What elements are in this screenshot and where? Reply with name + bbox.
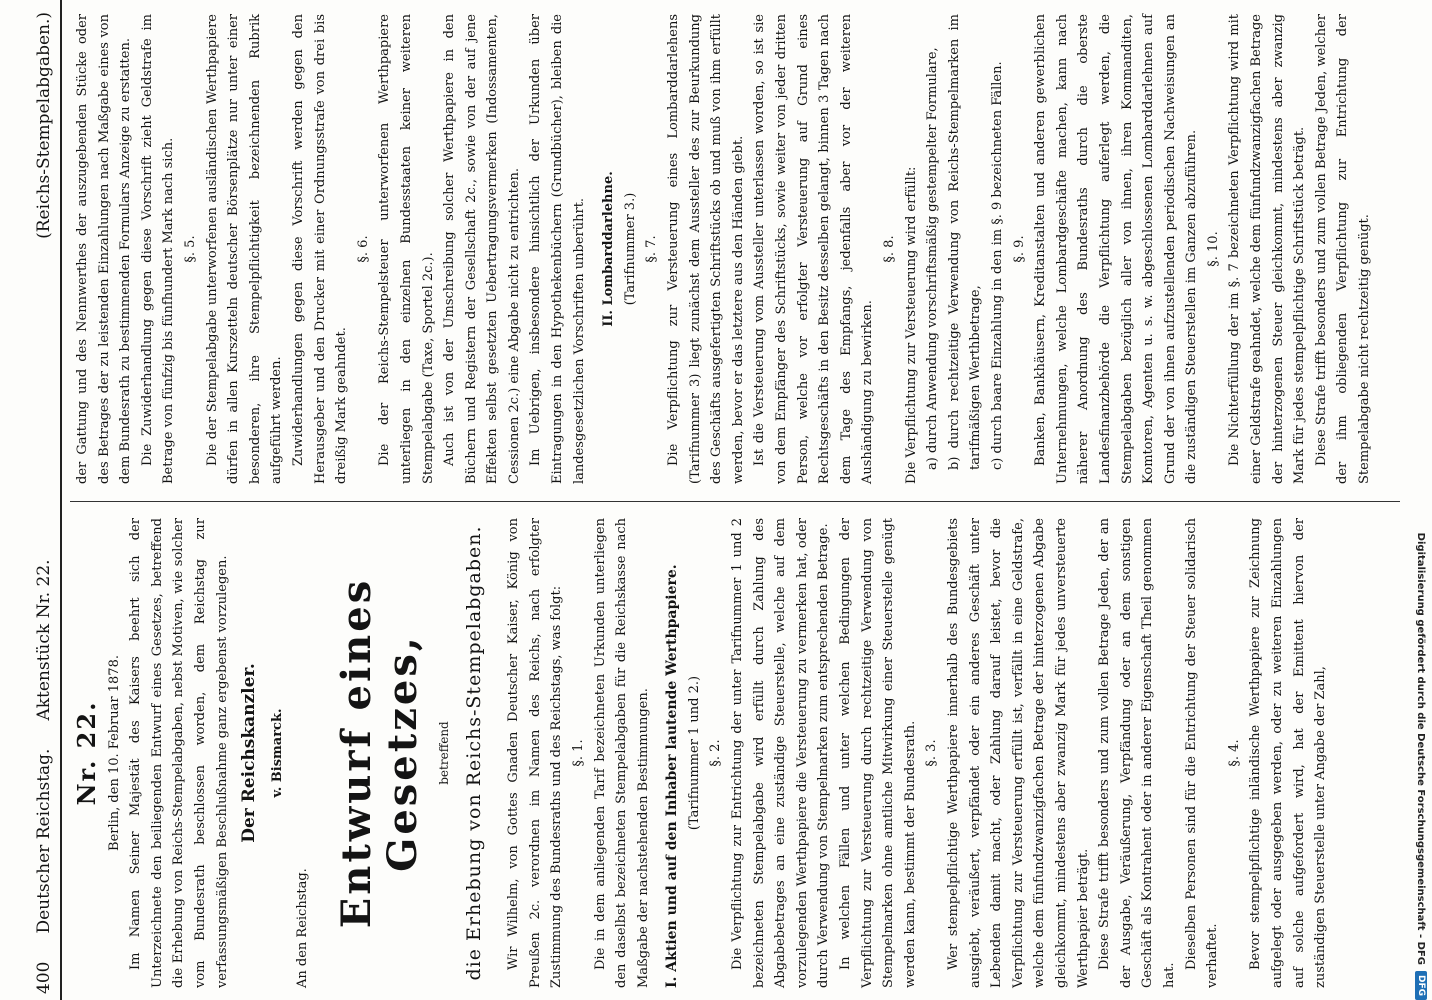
dfg-logo-icon: DFG xyxy=(1415,971,1427,1000)
section-heading: §. 2. xyxy=(708,739,724,767)
part-heading-text: I. Aktien und auf den Inhaber lautende Werthpapiere. xyxy=(664,564,681,988)
section-text: Ist die Versteuerung vom Aussteller unterlassen worden, so ist sie von dem Empfänger des Schriftstücks, sowie weiter von jeder dritten Person, welche vor erfolgter Versteuerung auf Grund eines Rechtsgeschäfts in den Besitz desselben gelangt, binnen 3 Tagen nach dem Tage des Empfangs, jedenfalls aber vor der weiteren Aushändigung zu bewirken. xyxy=(752,14,876,484)
section-text: Die der Stempelabgabe unterworfenen ausländischen Werthpapiere dürfen in allen Kurszetteln deutscher Börsenplätze nur unter einer besonderen, ihre Stempelpflichtigkeit bezeichnenden Rubrik aufgeführt werden. xyxy=(204,14,285,484)
section-text: Diese Strafe trifft besonders und zum vollen Betrage Jeden, welcher der ihm obliegenden Verpflichtung zur Entrichtung der Stempelabgabe nicht rechtzeitig genügt. xyxy=(1313,14,1373,484)
section-heading: §. 7. xyxy=(644,235,660,263)
section-heading: §. 5. xyxy=(182,235,198,263)
document-number: Nr. 22. xyxy=(72,700,101,806)
part-subheading: (Tarifnummer 1 und 2.) xyxy=(686,675,702,831)
spacer xyxy=(654,518,662,988)
page-number: 400 xyxy=(34,961,54,994)
section-text: Die Verpflichtung zur Entrichtung der unter Tarifnummer 1 und 2 bezeichneten Stempelabgabe wird erfüllt durch Zahlung des Abgabebetrages an eine zuständige Steuerstelle, welche auf dem vorzulegenden Werthpapiere die Versteuerung zu vermerken hat, oder durch Verwendung von Stempelmarken zum entsprechenden Betrage. xyxy=(730,518,832,988)
section-text: In welchen Fällen und unter welchen Bedingungen der Verpflichtung zur Versteuerung durch rechtzeitige Verwendung von Stempelmarken ohne amtliche Mitwirkung einer Steuerstelle genügt werden kann, bestimmt der Bundesrath. xyxy=(838,518,918,988)
credit-text: Digitalisierung gefördert durch die Deutsche Forschungsgemeinschaft - DFG xyxy=(1415,532,1427,965)
section-heading: §. 1. xyxy=(570,739,586,767)
part-heading xyxy=(598,14,620,484)
part-subheading: (Tarifnummer 3.) xyxy=(622,192,638,306)
section-text: Banken, Bankhäusern, Kreditanstalten und anderen gewerblichen Unternehmungen, welche Lombardgeschäfte machen, kann nach näherer Anordnung des Bundesraths durch die oberste Landesfinanzbehörde die Verpflichtung auferlegt werden, die Stempelabgaben bezüglich aller von ihnen, ihren Kommanditen, Komtoren, Agenten u. s. w. abgeschlossenen Lombarddarlehnen auf Grund der von ihnen aufzustellenden periodischen Nachweisungen an die zuständigen Steuerstellen im Ganzen abzuführen. xyxy=(1033,14,1200,484)
recipient: An den Reichstag. xyxy=(295,868,311,988)
header-rule xyxy=(60,0,62,1000)
header-left xyxy=(34,559,54,1000)
section-text: Die Nichterfüllung der im §. 7 bezeichneten Verpflichtung wird mit einer Geldstrafe geahndet, welche dem fünfundzwanzigfachen Betrage der hinterzogenen Steuer gleichkommt, mindestens aber zwanzig Mark für jedes stempelpflichtige Schriftstück beträgt. xyxy=(1227,14,1308,484)
section-text: Die Zuwiderhandlung gegen diese Vorschrift zieht Geldstrafe im Betrage von fünfzig bis fünfhundert Mark nach sich. xyxy=(139,14,177,484)
part-heading-text: II. Lombarddarlehne. xyxy=(601,171,617,327)
section-text: Zuwiderhandlungen gegen diese Vorschrift werden gegen den Herausgeber und den Drucker mit einer Ordnungsstrafe von drei bis dreißig Mark geahndet. xyxy=(290,14,350,484)
section-heading: §. 4. xyxy=(1226,739,1242,767)
section-text: Wer stempelpflichtige Werthpapiere innerhalb des Bundesgebiets ausgiebt, veräußert, verpfändet oder ein anderes Geschäft unter Lebenden damit macht, oder Zahlung darauf leistet, bevor die Verpflichtung zur Versteuerung erfüllt ist, verfällt in eine Geldstrafe, welche dem fünfundzwanzigfachen Betrage der hinterzogenen Abgabe gleichkommt, mindestens aber zwanzig Mark für jedes unversteuerte Werthpapier beträgt. xyxy=(946,518,1091,988)
section-heading: §. 10. xyxy=(1205,231,1221,267)
section-text: Die Verpflichtung zur Versteuerung eines Lombarddarlehens (Tarifnummer 3) liegt zunächst dem Aussteller des zur Beurkundung des Geschäfts ausgefertigten Schriftstücks ob und muß von ihm erfüllt werden, bevor er das letztere aus den Händen giebt. xyxy=(666,14,746,484)
section-text: Diese Strafe trifft besonders und zum vollen Betrage Jeden, der an der Ausgabe, Veräußerung, Verpfändung oder an dem sonstigen Geschäft als Kontrahent oder in anderer Eigenschaft Theil genommen hat. xyxy=(1097,518,1177,988)
header-topic: (Reichs-Stempelabgaben.) xyxy=(34,12,54,239)
running-header xyxy=(6,0,54,1000)
credit-inner xyxy=(1410,0,1432,1000)
section-text: Im Uebrigen, insbesondere hinsichtlich der Urkunden über Eintragungen in den Hypothekenbüchern (Grundbücher), bleiben die landesgesetzlichen Vorschriften unberührt. xyxy=(528,14,587,484)
section-text: Die Verpflichtung zur Versteuerung wird erfüllt: xyxy=(903,166,919,484)
preamble: Wir Wilhelm, von Gottes Gnaden Deutscher Kaiser, König von Preußen 2c. verordnen im Namen des Reichs, nach erfolgter Zustimmung des Bundesraths und des Reichstags, was folgt: xyxy=(506,518,565,988)
publication-name: Deutscher Reichstag. xyxy=(34,748,54,934)
section-heading: §. 3. xyxy=(924,739,940,767)
list-item: a) durch Anwendung vorschriftsmäßig gestempelter Formulare, xyxy=(925,47,941,470)
part-heading xyxy=(662,518,684,988)
section-heading: §. 8. xyxy=(881,235,897,263)
section-heading: §. 9. xyxy=(1011,235,1027,263)
right-column xyxy=(72,14,1376,484)
intro-paragraph: Im Namen Seiner Majestät des Kaisers beehrt sich der Unterzeichnete den beiliegenden Entwurf eines Gesetzes, betreffend die Erhebung von Reichs-Stempelabgaben, nebst Motiven, wie solcher vom Bundesrath beschlossen worden, dem Reichstag zur verfassungsmäßigen Beschlußnahme ganz ergebenst vorzulegen. xyxy=(128,518,230,988)
section-heading: §. 6. xyxy=(355,235,371,263)
signature-name: v. Bismarck. xyxy=(269,708,285,798)
dateline: Berlin, den 10. Februar 1878. xyxy=(106,655,122,851)
digitization-credit xyxy=(1410,0,1432,1000)
list-item: b) durch rechtzeitige Verwendung von Reichs-Stempelmarken im tarifmäßigen Werthbetrage, xyxy=(946,14,984,470)
law-concerning: betreffend xyxy=(436,721,451,785)
section-text: Die in dem anliegenden Tarif bezeichneten Urkunden unterliegen den daselbst bezeichneten Stempelabgaben für die Reichskasse nach Maßgabe der nachstehenden Bestimmungen. xyxy=(592,518,651,988)
list-item: c) durch baare Einzahlung in den im §. 9 bezeichneten Fällen. xyxy=(989,61,1005,470)
spacer xyxy=(590,14,598,484)
law-subject: die Erhebung von Reichs-Stempelabgaben. xyxy=(462,525,485,981)
section-text: Bevor stempelpflichtige inländische Werthpapiere zur Zeichnung aufgelegt oder ausgegeben werden, oder zu weiteren Einzahlungen auf solche aufgefordert wird, hat der Emittent hiervon der zuständigen Steuerstelle unter Angabe der Zahl, xyxy=(1248,518,1329,988)
column-divider xyxy=(70,501,1400,502)
section-text: Die der Reichs-Stempelsteuer unterworfenen Werthpapiere unterliegen in den einzelnen Bundesstaaten keiner weiteren Stempelabgabe (Taxe, Sportel 2c.). xyxy=(377,14,436,484)
continued-text: der Gattung und des Nennwerthes der auszugebenden Stücke oder des Betrages der zu leistenden Einzahlungen nach Maßgabe eines von dem Bundesrath zu bestimmenden Formulars Anzeige zu erstatten. xyxy=(75,14,134,484)
signature-title: Der Reichskanzler. xyxy=(239,663,260,843)
section-text: Auch ist von der Umschreibung solcher Werthpapiere in den Büchern und Registern der Gesellschaft 2c., sowie von der auf jene Effekten selbst gesetzten Uebertragungsvermerken (Indossamenten, Cessionen 2c.) eine Abgabe nicht zu entrichten. xyxy=(442,14,522,484)
attachment-number: Aktenstück Nr. 22. xyxy=(34,559,54,721)
law-title: Entwurf eines Gesetzes, xyxy=(332,577,426,929)
left-column xyxy=(72,518,1332,988)
section-text: Dieselben Personen sind für die Entrichtung der Steuer solidarisch verhaftet. xyxy=(1183,518,1221,988)
